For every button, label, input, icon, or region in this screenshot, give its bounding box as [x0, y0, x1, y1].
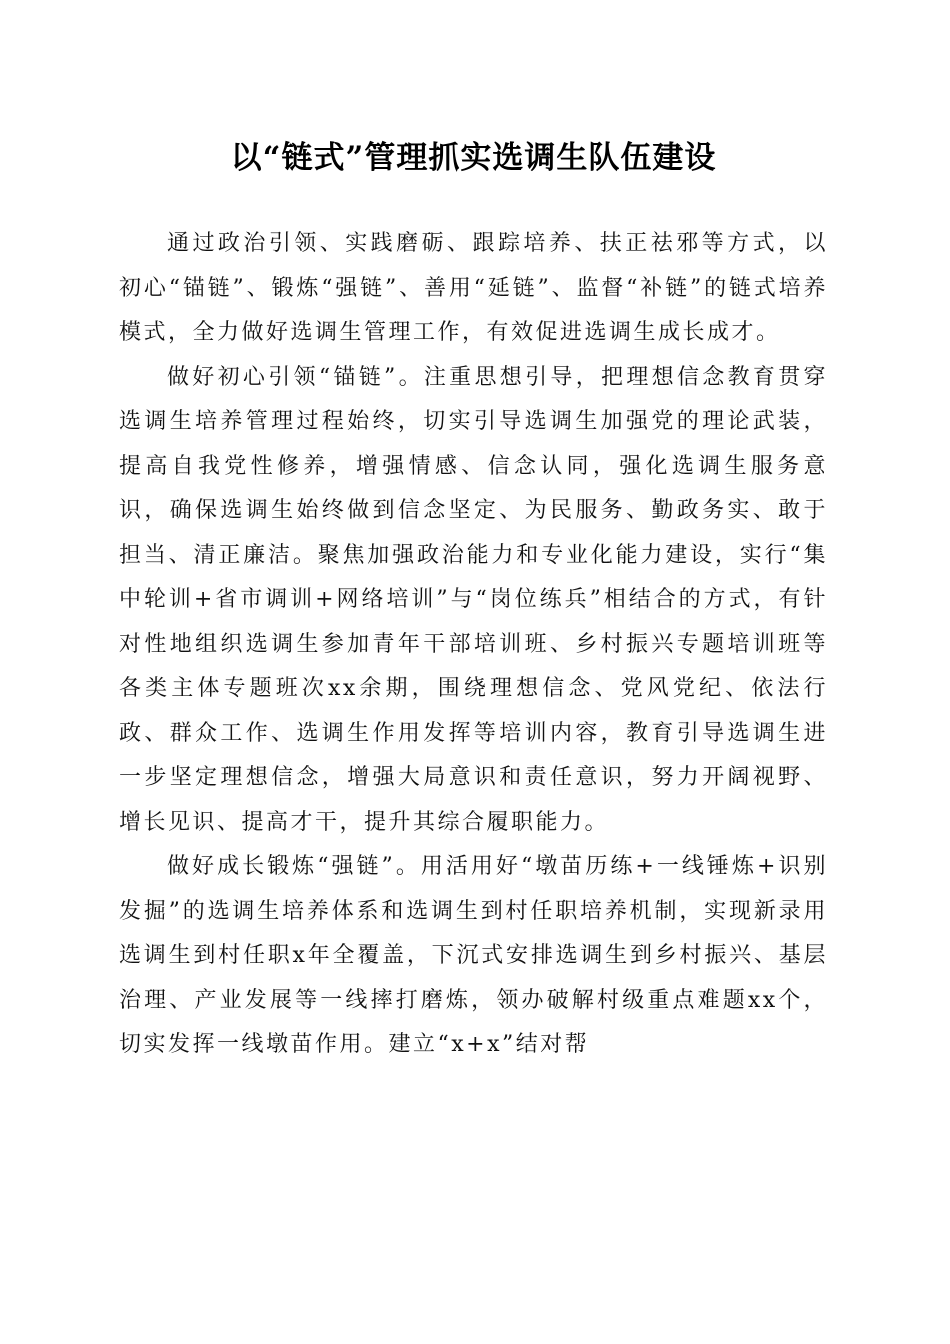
document-title: 以“链式”管理抓实选调生队伍建设 — [230, 140, 717, 176]
paragraph-strong-chain: 做好成长锻炼“强链”。用活用好“墩苗历练+一线锤炼+识别发掘”的选调生培养体系和选调生到村任职培养机制，实现新录用选调生到村任职x年全覆盖，下沉式安排选调生到乡村振兴、基层治理、产业发展等一线摔打磨炼，领办破解村级重点难题xx个，切实发挥一线墩苗作用。建立“x+x”结对帮 — [119, 854, 828, 1057]
document-body — [119, 222, 828, 1068]
paragraph-intro: 通过政治引领、实践磨砺、跟踪培养、扶正祛邪等方式，以初心“锚链”、锻炼“强链”、善用“延链”、监督“补链”的链式培养模式，全力做好选调生管理工作，有效促进选调生成长成才。 — [119, 231, 828, 345]
paragraph-anchor-chain: 做好初心引领“锚链”。注重思想引导，把理想信念教育贯穿选调生培养管理过程始终，切实引导选调生加强党的理论武装，提高自我党性修养，增强情感、信念认同，强化选调生服务意识，确保选调生始终做到信念坚定、为民服务、勤政务实、敢于担当、清正廉洁。聚焦加强政治能力和专业化能力建设，实行“集中轮训+省市调训+网络培训”与“岗位练兵”相结合的方式，有针对性地组织选调生参加青年干部培训班、乡村振兴专题培训班等各类主体专题班次xx余期，围绕理想信念、党风党纪、依法行政、群众工作、选调生作用发挥等培训内容，教育引导选调生进一步坚定理想信念，增强大局意识和责任意识，努力开阔视野、增长见识、提高才干，提升其综合履职能力。 — [119, 364, 828, 835]
